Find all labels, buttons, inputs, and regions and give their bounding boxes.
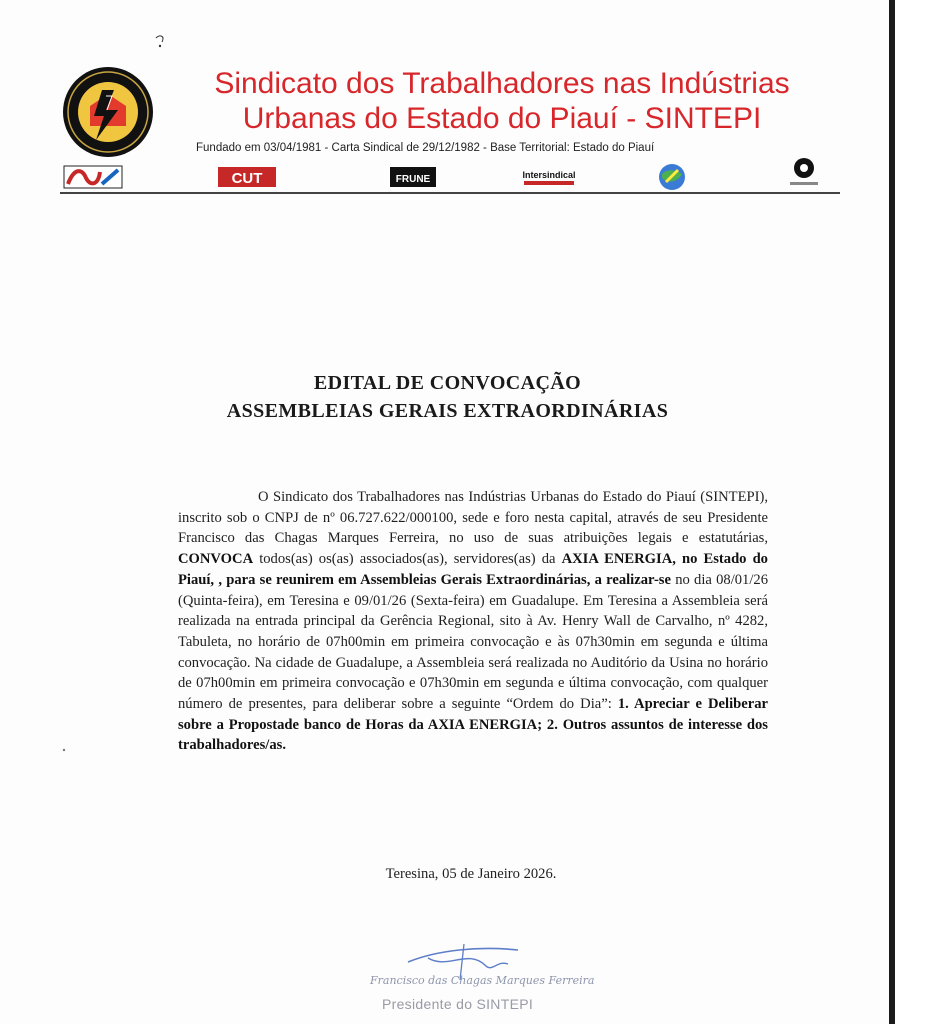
union-federation-logo xyxy=(786,156,822,190)
handwritten-signature xyxy=(368,940,595,1000)
letterhead xyxy=(60,58,840,198)
body-text-2: todos(as) os(as) associados(as), servidores(as) da xyxy=(253,551,562,568)
header-divider xyxy=(60,192,840,194)
company-bold: AXIA ENERGIA, no Estado do Piauí, , para se reunirem em Assembleias Gerais Extraordinárias, a realizar-se xyxy=(178,551,768,588)
affiliation-logos xyxy=(60,162,830,194)
signature-printed-name: Francisco das Chagas Marques Ferreira xyxy=(370,974,595,987)
notice-title: EDITAL DE CONVOCAÇÃO xyxy=(313,372,582,394)
founding-info: Fundado em 03/04/1981 - Carta Sindical de 29/12/1982 - Base Territorial: Estado do Piauí xyxy=(196,142,655,154)
intersindical-logo xyxy=(520,166,578,188)
union-name xyxy=(162,66,842,136)
frune-logo xyxy=(390,166,436,188)
sintepi-seal-logo xyxy=(62,66,154,158)
union-name-line-2: Urbanas do Estado do Piauí - SINTEPI xyxy=(242,102,762,135)
cnu-logo xyxy=(64,166,122,188)
notice-subtitle: ASSEMBLEIAS GERAIS EXTRAORDINÁRIAS xyxy=(226,400,669,422)
convoca-bold: CONVOCA xyxy=(178,551,254,568)
body-text-3: no dia 08/01/26 (Quinta-feira), em Teresina e 09/01/26 (Sexta-feira) em Guadalupe. Em Teresina a Assembleia será realizada na entrada principal da Gerência Regional, sito à Av. Henry Wall de Carvalho, nº 4282, Tabuleta, no horário de 07h00min em primeira convocação e às 07h30min em segunda e última convocação. Na cidade de Guadalupe, a Assembleia será realizada no Auditório da Usina no horário de 07h00min em primeira convocação e 07h30min em segunda e última convocação, com qualquer número de presentes, para deliberar sobre a seguinte “Ordem do Dia”: xyxy=(178,571,768,713)
agenda-bold: 1. Apreciar e Deliberar sobre a Propostade banco de Horas da AXIA ENERGIA; 2. Outros assuntos de interesse dos trabalhadores/as. xyxy=(178,696,768,754)
svg-text:Intersindical: Intersindical xyxy=(522,170,576,180)
cut-logo xyxy=(218,166,276,188)
place-and-date: Teresina, 05 de Janeiro 2026. xyxy=(385,866,557,882)
svg-text:FRUNE: FRUNE xyxy=(395,174,431,185)
notice-body xyxy=(178,487,768,756)
signatory-title: Presidente do SINTEPI xyxy=(382,996,534,1012)
union-name-line-1: Sindicato dos Trabalhadores nas Indústrias xyxy=(214,67,790,100)
globe-logo xyxy=(656,162,688,192)
svg-text:CUT: CUT xyxy=(231,170,263,187)
body-text-1: O Sindicato dos Trabalhadores nas Indústrias Urbanas do Estado do Piauí (SINTEPI), inscrito sob o CNPJ de nº 06.727.622/000100, sede e foro nesta capital, através de seu Presidente Francisco das Chagas Marques Ferreira, no uso de suas atribuições legais e estatutárias, xyxy=(178,489,768,547)
